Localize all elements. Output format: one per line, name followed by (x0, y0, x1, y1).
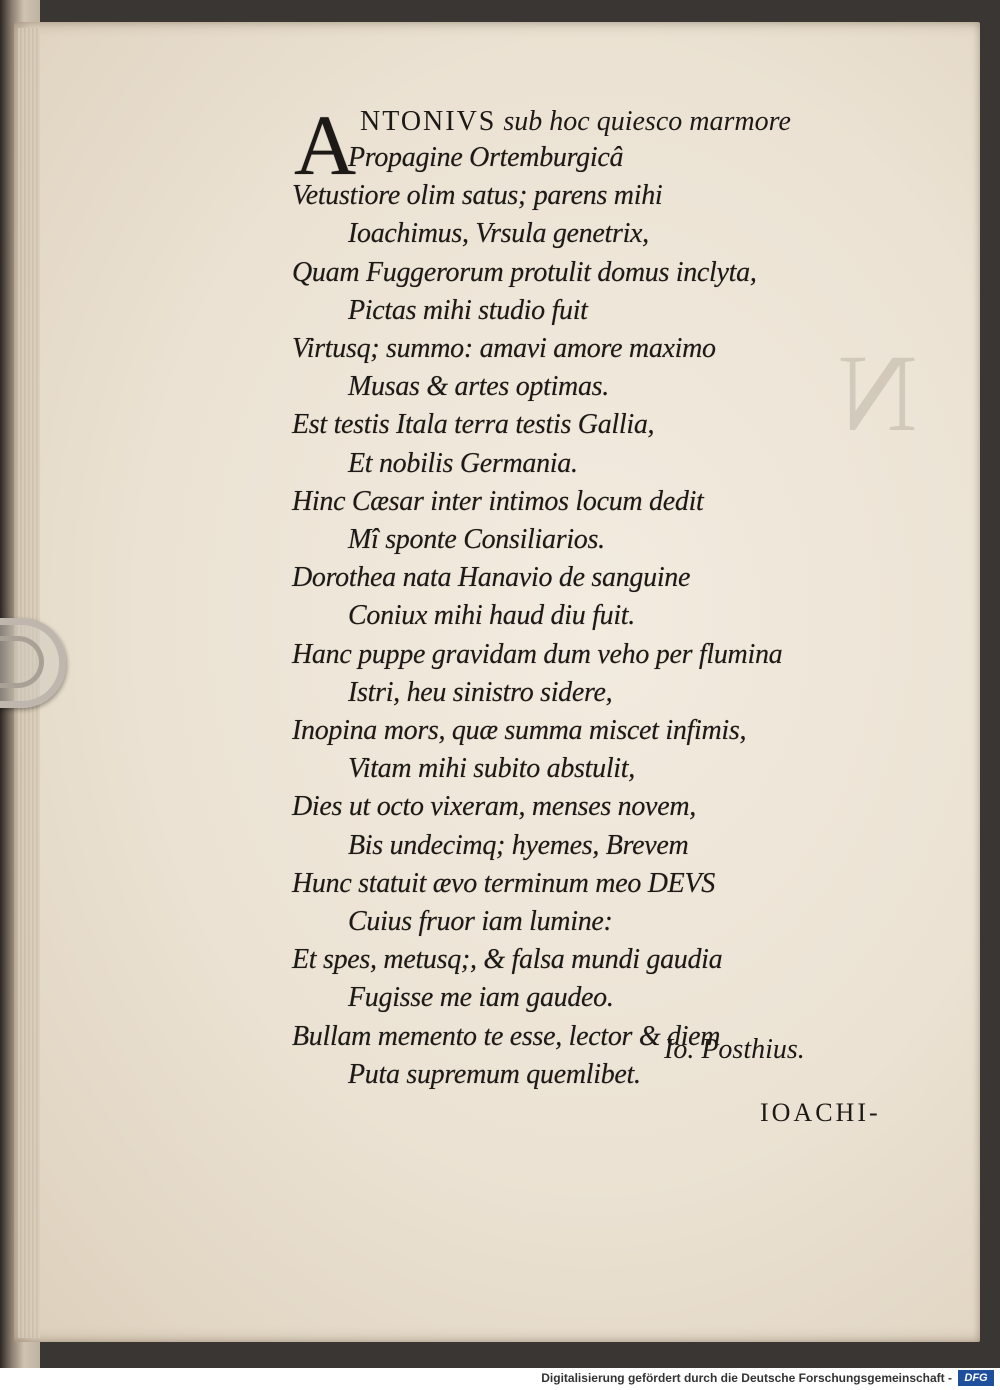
poem-line: Bullam memento te esse, lector & diem (292, 1020, 721, 1052)
dfg-logo: DFG (958, 1370, 994, 1386)
poem-line: Inopina mors, quæ summa miscet infimis, (292, 715, 747, 746)
poem-line: Dorothea nata Hanavio de sanguine (292, 562, 691, 594)
poem-line: Bis undecimq; hyemes, Brevem (348, 829, 689, 861)
poem-line: Coniux mihi haud diu fuit. (348, 600, 635, 632)
author-signature: Io. Posthius. (664, 1034, 805, 1065)
poem-line: Virtusq; summo: amavi amore maximo (292, 333, 716, 364)
poem-line: Et spes, metusq;, & falsa mundi gaudia (292, 944, 723, 976)
poem-line: Mî sponte Consiliarios. (348, 524, 605, 555)
poem-line: Hanc puppe gravidam dum veho per flumina (292, 638, 783, 670)
poem-line: Est testis Itala terra testis Gallia, (292, 409, 655, 441)
bleedthrough-mark: N (838, 332, 918, 454)
poem-first-line (360, 106, 791, 138)
poem-line: Quam Fuggerorum protulit domus inclyta, (292, 256, 757, 288)
poem-line: Fugisse me iam gaudeo. (348, 982, 614, 1014)
poem-first-word: NTONIVS (360, 106, 497, 137)
poem-line: Dies ut octo vixeram, menses novem, (292, 791, 696, 823)
poem-line: Cuius fruor iam lumine: (348, 906, 613, 937)
poem-line: Et nobilis Germania. (348, 447, 578, 479)
poem-line: Hinc Cæsar inter intimos locum dedit (292, 485, 704, 517)
poem-line: Pictas mihi studio fuit (348, 294, 588, 326)
funding-note: Digitalisierung gefördert durch die Deutsche Forschungsgemeinschaft - (541, 1371, 952, 1385)
poem-line: Propagine Ortemburgicâ (348, 142, 624, 173)
poem-line: Hunc statuit ævo terminum meo DEVS (292, 867, 715, 899)
poem-line: Vitam mihi subito abstulit, (348, 753, 635, 785)
poem-first-line-text: sub hoc quiesco marmore (503, 106, 791, 137)
catchword: IOACHI- (760, 1098, 881, 1127)
poem-line: Puta supremum quemlibet. (348, 1058, 641, 1090)
poem-line: Vetustiore olim satus; parens mihi (292, 180, 663, 212)
poem-line: Istri, heu sinistro sidere, (348, 676, 613, 708)
footer-bar (0, 1368, 1000, 1390)
drop-cap: A (294, 97, 357, 193)
poem-line: Ioachimus, Vrsula genetrix, (348, 218, 649, 250)
poem-line: Musas & artes optimas. (348, 371, 609, 403)
